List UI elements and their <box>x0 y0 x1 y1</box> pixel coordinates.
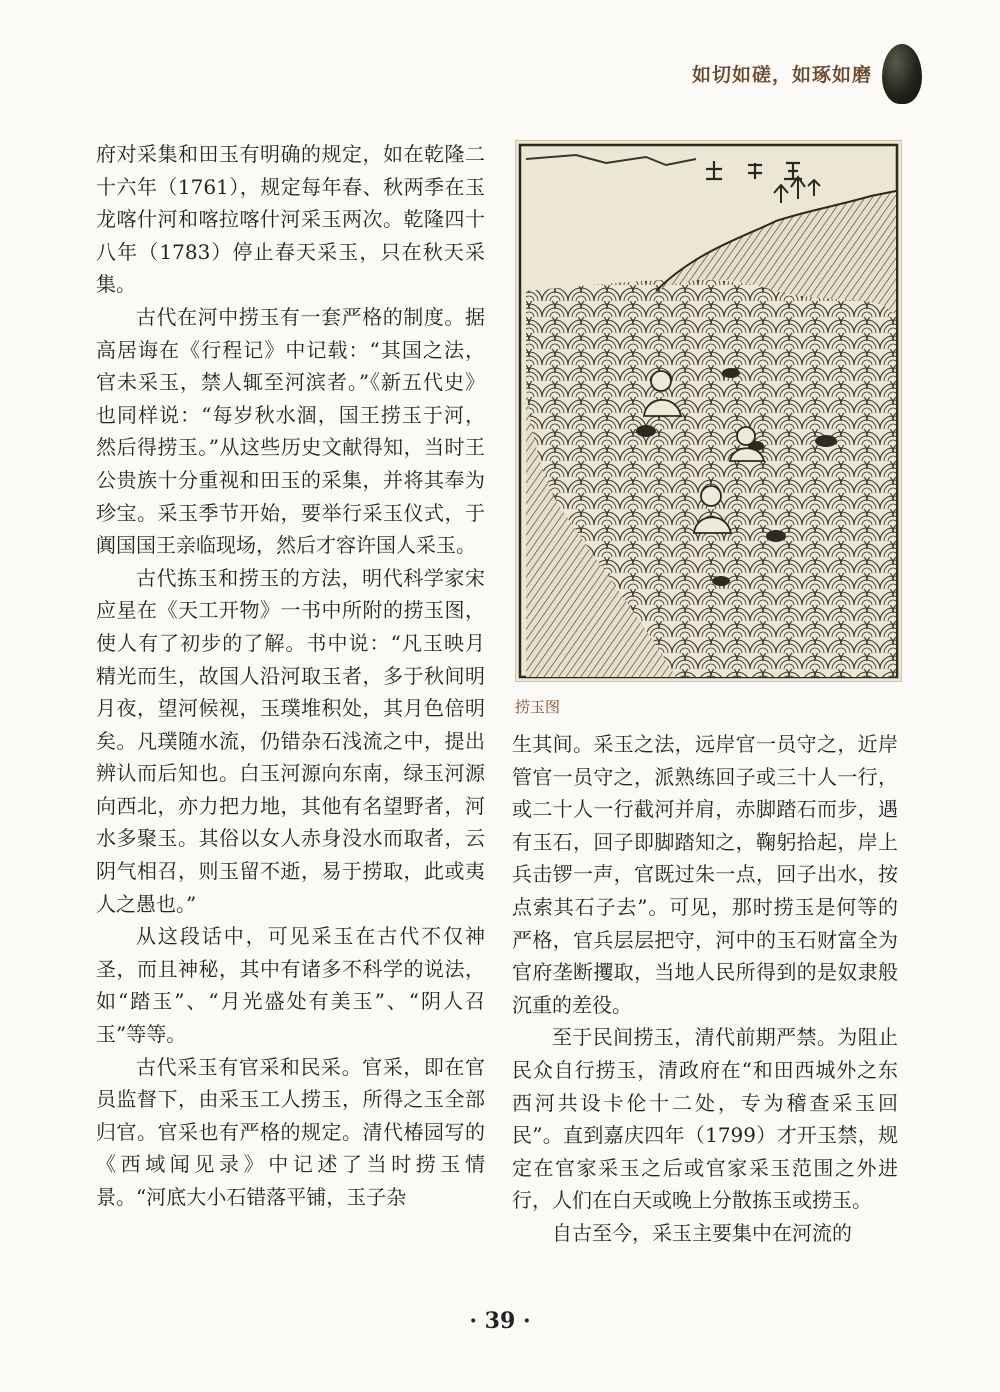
jade-stone-icon <box>882 44 922 104</box>
paragraph: 至于民间捞玉，清代前期严禁。为阻止民众自行捞玉，清政府在“和田西城外之东西河共设卡伦十二处，专为稽查采玉回民”。直到嘉庆四年（1799）才开玉禁，规定在官家采玉之后或官家采玉范围之外进行，人们在白天或晚上分散拣玉或捞玉。 <box>512 1025 898 1213</box>
paragraph: 府对采集和田玉有明确的规定，如在乾隆二十六年（1761），规定每年春、秋两季在玉龙喀什河和喀拉喀什河采玉两次。乾隆四十八年（1783）停止春天采玉，只在秋天采集。 <box>96 142 485 297</box>
figure-caption: 捞玉图 <box>515 698 561 716</box>
paragraph: 生其间。采玉之法，远岸官一员守之，近岸管官一员守之，派熟练回子或三十人一行，或二十人一行截河并肩，赤脚踏石而步，遇有玉石，回子即脚踏知之，鞠躬拾起，岸上兵击锣一声，官既过朱一点，回子出水，按点索其石子去”。可见，那时捞玉是何等的严格，官兵层层把守，河中的玉石财富全为官府垄断攫取，当地人民所得到的是奴隶般沉重的差役。 <box>512 732 898 1017</box>
paragraph: 自古至今，采玉主要集中在河流的 <box>552 1220 852 1245</box>
paragraph: 古代拣玉和捞玉的方法，明代科学家宋应星在《天工开物》一书中所附的捞玉图，使人有了初步的了解。书中说：“凡玉映月精光而生，故国人沿河取玉者，多于秋间明月夜，望河候视，玉璞堆积处，其月色倍明矣。凡璞随水流，仍错杂石浅流之中，提出辨认而后知也。白玉河源向东南，绿玉河源向西北，亦力把力地，其他有名望野者，河水多聚玉。其俗以女人赤身没水而取者，云阴气相召，则玉留不逝，易于捞取，此或夷人之愚也。” <box>96 565 485 916</box>
chapter-header-title: 如切如磋，如琢如磨 <box>691 64 872 86</box>
page-number: · 39 · <box>469 1308 531 1334</box>
right-text-column <box>512 728 898 1250</box>
paragraph: 古代在河中捞玉有一套严格的制度。据高居诲在《行程记》中记载：“其国之法，官未采玉，禁人辄至河滨者。”《新五代史》也同样说：“每岁秋水涸，国王捞玉于河，然后得捞玉。”从这些历史文献得知，当时王公贵族十分重视和田玉的采集，并将其奉为珍宝。采玉季节开始，要举行采玉仪式，于阗国国王亲临现场，然后才容许国人采玉。 <box>96 304 485 558</box>
left-text-column <box>96 138 485 1214</box>
paragraph: 从这段话中，可见采玉在古代不仅神圣，而且神秘，其中有诸多不科学的说法，如“踏玉”、“月光盛处有美玉”、“阴人召玉”等等。 <box>96 924 485 1047</box>
jade-fishing-illustration <box>515 140 902 682</box>
paragraph: 古代采玉有官采和民采。官采，即在官员监督下，由采玉工人捞玉，所得之玉全部归官。官采也有严格的规定。清代椿园写的《西域闻见录》中记述了当时捞玉情景。“河底大小石错落平铺，玉子杂 <box>96 1054 485 1209</box>
